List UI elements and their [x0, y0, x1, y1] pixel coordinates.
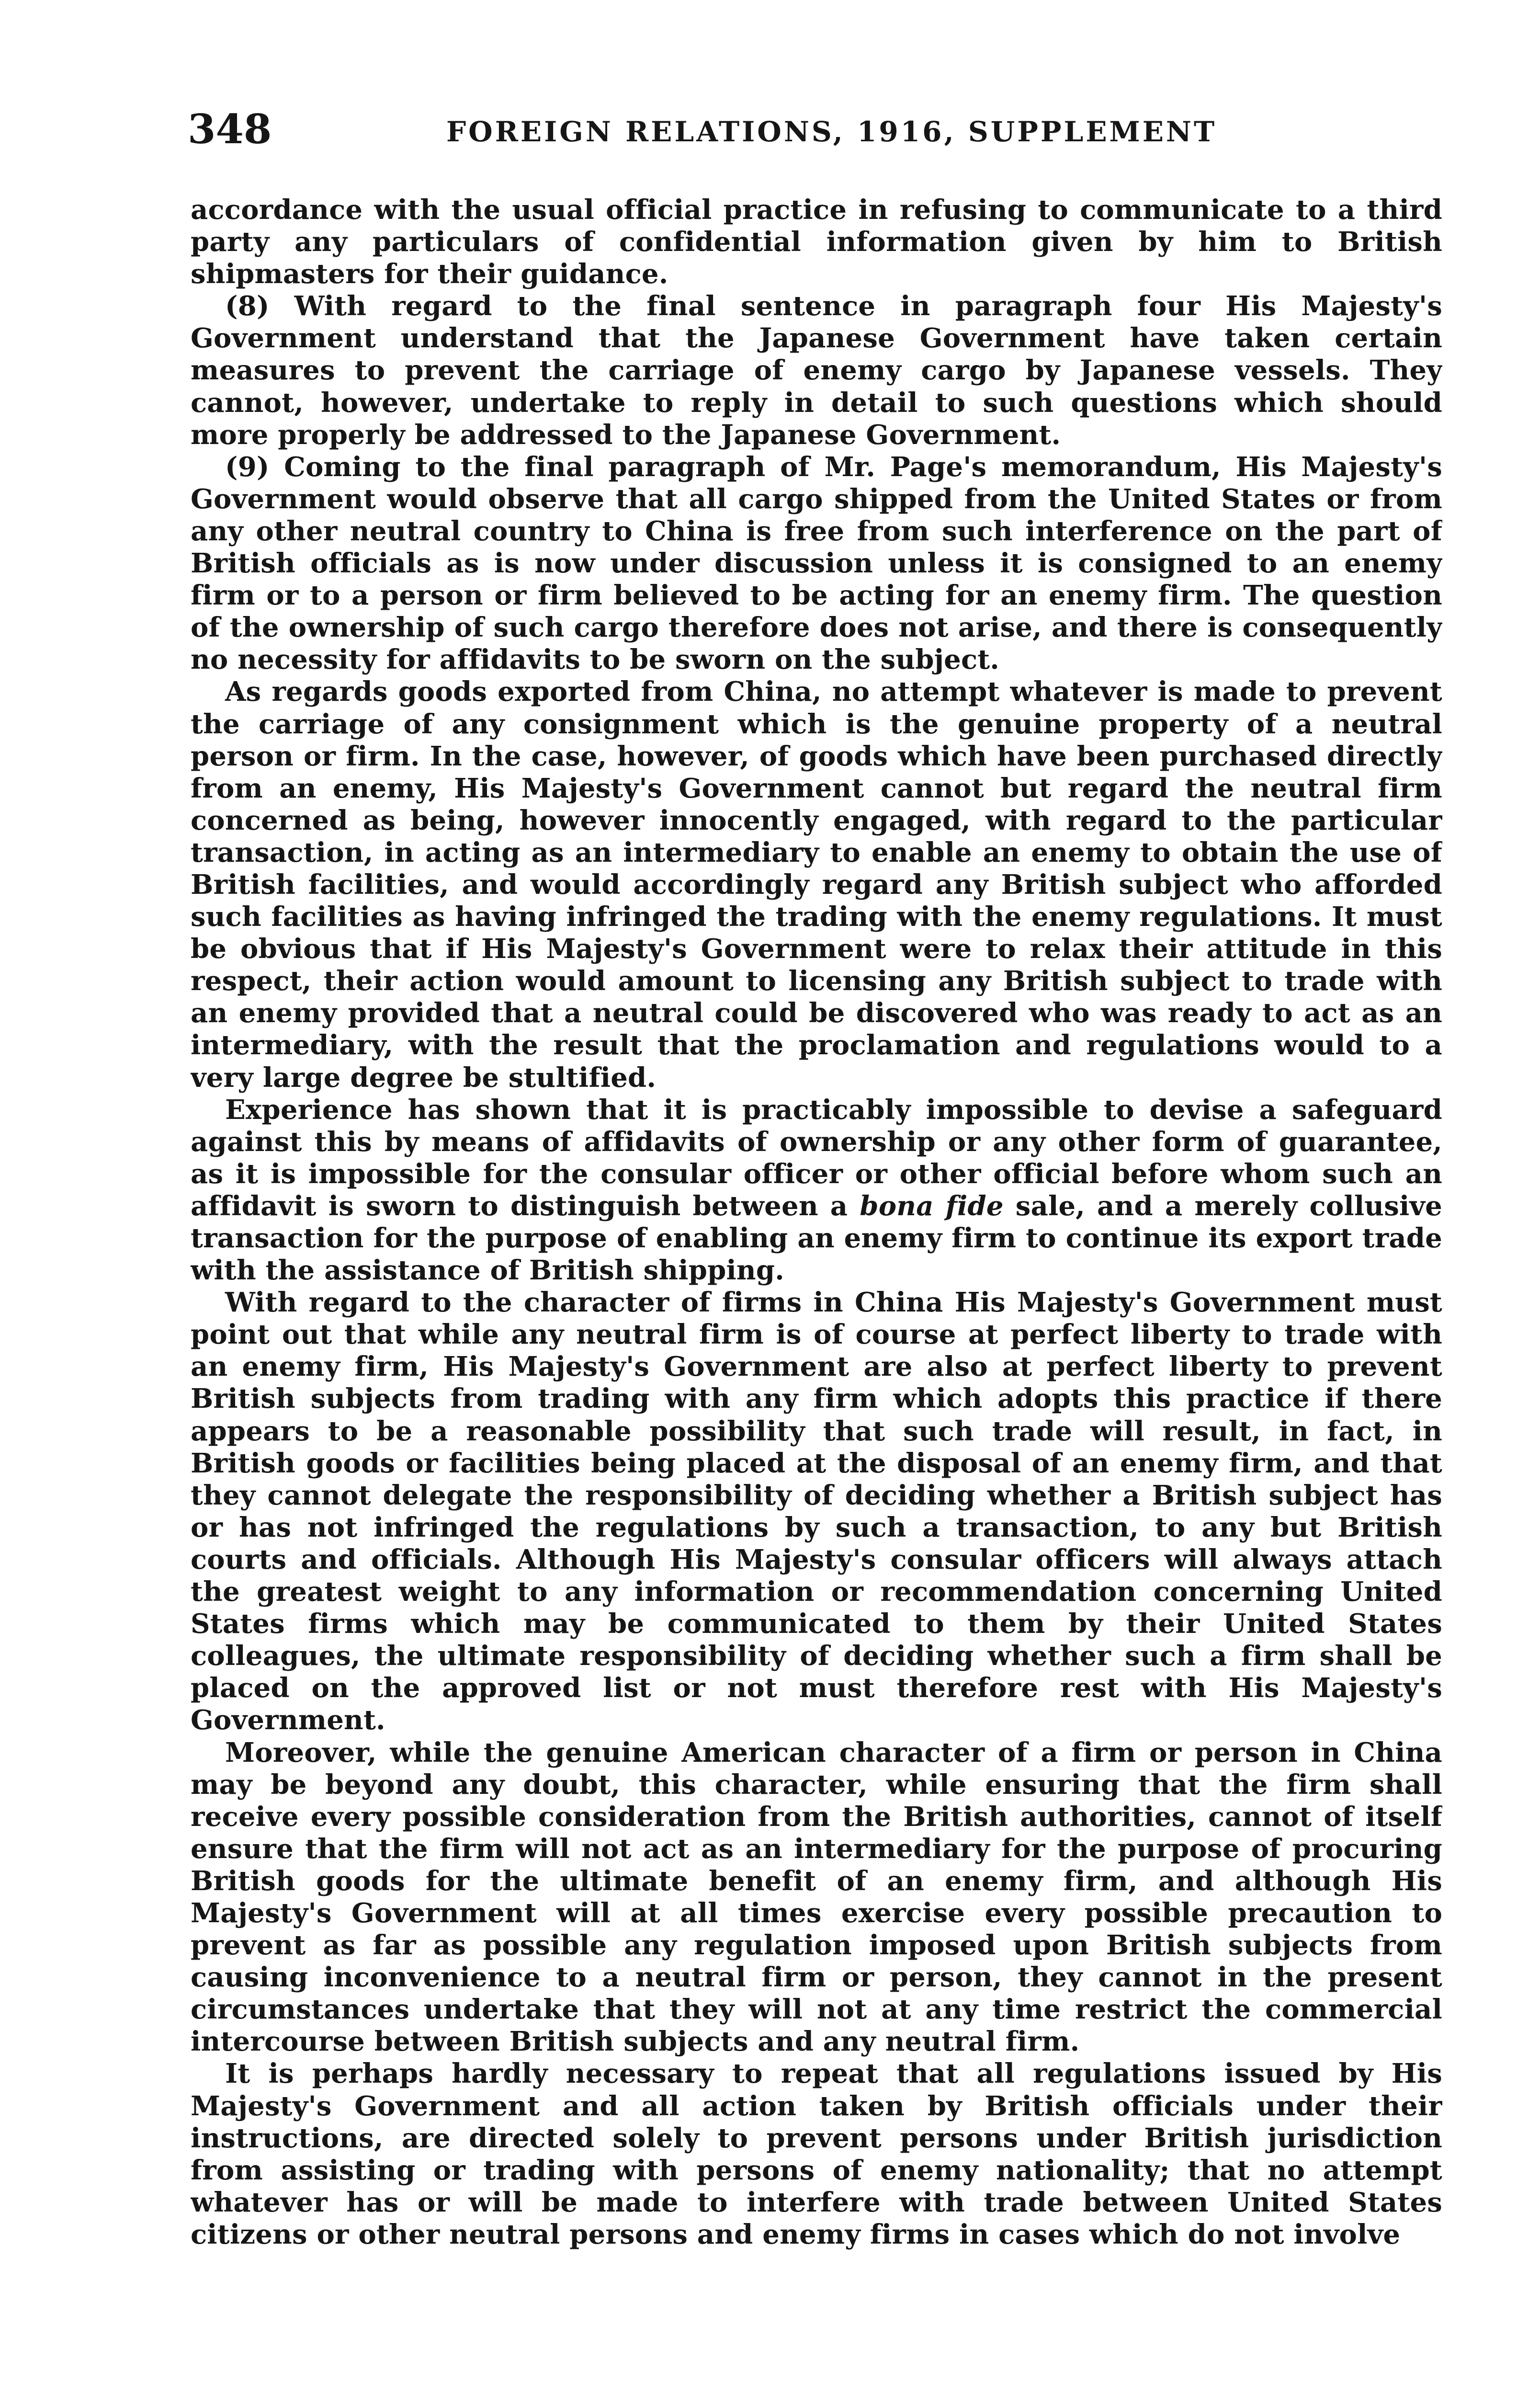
paragraph [191, 1094, 1442, 1287]
paragraph: accordance with the usual official practice in refusing to communicate to a third party any particulars of confidential information given by him to British shipmasters for their guidance. [191, 194, 1442, 290]
page-header [188, 103, 1442, 156]
paragraph: As regards goods exported from China, no attempt whatever is made to prevent the carriage of any consignment which is the genuine property of a neutral person or firm. In the case, however, of goods which have been purchased directly from an enemy, His Majesty's Government cannot but regard the neutral firm concerned as being, however innocently engaged, with regard to the particular transaction, in acting as an intermediary to enable an enemy to obtain the use of British facilities, and would accordingly regard any British subject who afforded such facilities as having infringed the trading with the enemy regulations. It must be obvious that if His Majesty's Government were to relax their attitude in this respect, their action would amount to licensing any British subject to trade with an enemy provided that a neutral could be discovered who was ready to act as an intermediary, with the result that the proclamation and regulations would to a very large degree be stultified. [191, 676, 1442, 1094]
running-head: FOREIGN RELATIONS, 1916, SUPPLEMENT [446, 115, 1217, 148]
paragraph-text: sale, and a merely collusive transaction for the purpose of enabling an enemy firm to continue its export trade with the assistance of British shipping. [191, 1190, 1442, 1287]
paragraph: With regard to the character of firms in China His Majesty's Government must point out that while any neutral firm is of course at perfect liberty to trade with an enemy firm, His Majesty's Government are also at perfect liberty to prevent British subjects from trading with any firm which adopts this practice if there appears to be a reasonable possibility that such trade will result, in fact, in British goods or facilities being placed at the disposal of an enemy firm, and that they cannot delegate the responsibility of deciding whether a British subject has or has not infringed the regulations by such a transaction, to any but British courts and officials. Although His Majesty's consular officers will always attach the greatest weight to any information or recommendation concerning United States firms which may be communicated to them by their United States colleagues, the ultimate responsibility of deciding whether such a firm shall be placed on the approved list or not must therefore rest with His Majesty's Government. [191, 1287, 1442, 1736]
paragraph-text: Experience has shown that it is practicably impossible to devise a safeguard against this by means of affidavits of ownership or any other form of guarantee, as it is impossible for the consular officer or other official before whom such an affidavit is sworn to distinguish between a [191, 1094, 1442, 1222]
paragraph: Moreover, while the genuine American character of a firm or person in China may be beyond any doubt, this character, while ensuring that the firm shall receive every possible consideration from the British authorities, cannot of itself ensure that the firm will not act as an intermediary for the purpose of procuring British goods for the ultimate benefit of an enemy firm, and although His Majesty's Government will at all times exercise every possible precaution to prevent as far as possible any regulation imposed upon British subjects from causing inconvenience to a neutral firm or person, they cannot in the present circumstances undertake that they will not at any time restrict the commercial intercourse between British subjects and any neutral firm. [191, 1736, 1442, 2058]
italic-phrase: bona fide [860, 1190, 1004, 1222]
paragraph: It is perhaps hardly necessary to repeat that all regulations issued by His Majesty's Government and all action taken by British officials under their instructions, are directed solely to prevent persons under British jurisdiction from assisting or trading with persons of enemy nationality; that no attempt whatever has or will be made to interfere with trade between United States citizens or other neutral persons and enemy firms in cases which do not involve [191, 2058, 1442, 2250]
paragraph: (9) Coming to the final paragraph of Mr. Page's memorandum, His Majesty's Government would observe that all cargo shipped from the United States or from any other neutral country to China is free from such interference on the part of British officials as is now under discussion unless it is consigned to an enemy firm or to a person or firm believed to be acting for an enemy firm. The question of the ownership of such cargo therefore does not arise, and there is consequently no necessity for affidavits to be sworn on the subject. [191, 451, 1442, 676]
paragraph: (8) With regard to the final sentence in paragraph four His Majesty's Government understand that the Japanese Government have taken certain measures to prevent the carriage of enemy cargo by Japanese vessels. They cannot, however, undertake to reply in detail to such questions which should more properly be addressed to the Japanese Government. [191, 290, 1442, 451]
body-text [191, 194, 1442, 2278]
page-number: 348 [188, 105, 272, 153]
